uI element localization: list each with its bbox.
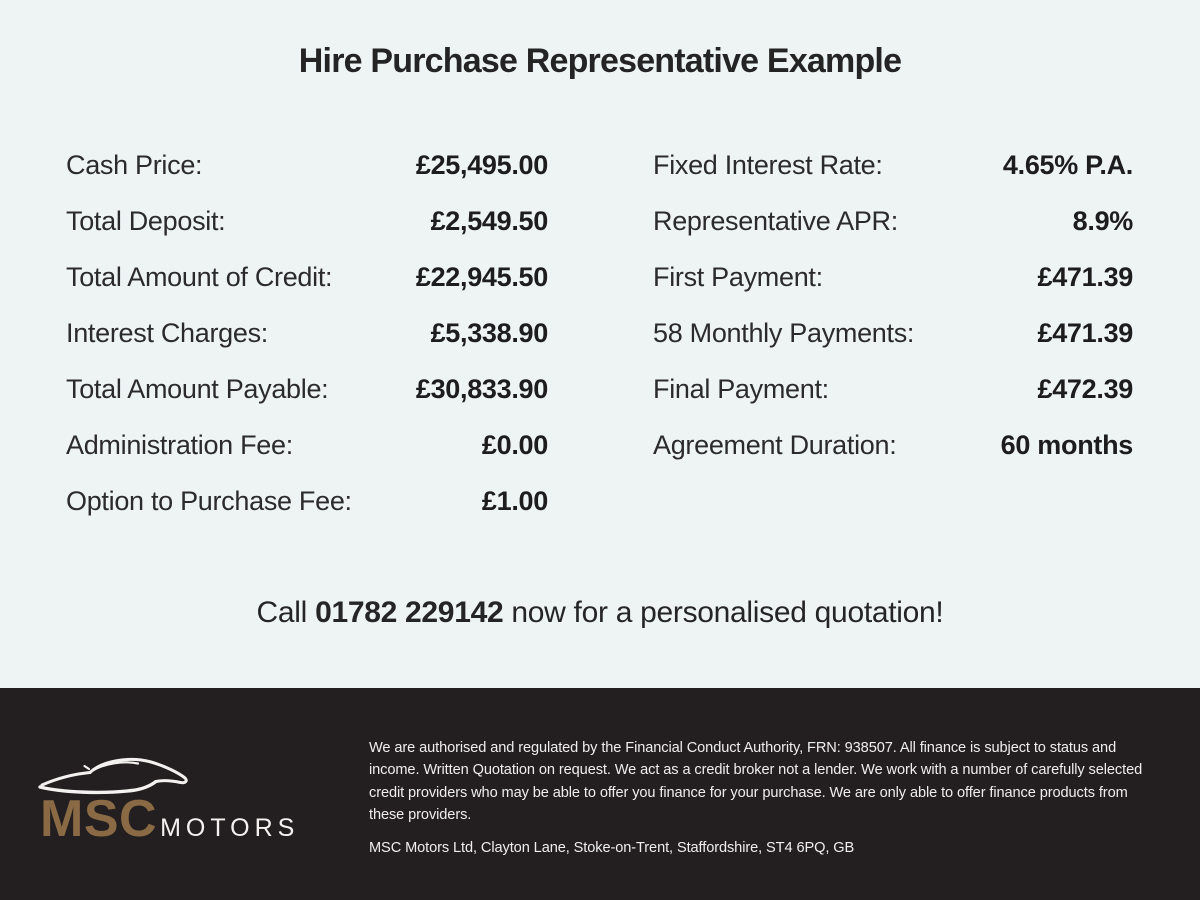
finance-row-duration	[653, 417, 1133, 473]
finance-label: Total Deposit:	[66, 205, 226, 236]
finance-row-final-payment	[653, 361, 1133, 417]
company-address: MSC Motors Ltd, Clayton Lane, Stoke-on-Trent, Staffordshire, ST4 6PQ, GB	[369, 840, 855, 857]
finance-row-total-payable	[66, 361, 548, 417]
finance-value: 60 months	[1000, 429, 1133, 460]
finance-label: Interest Charges:	[66, 317, 269, 348]
finance-label: Administration Fee:	[66, 429, 293, 460]
cta-prefix: Call	[256, 596, 308, 629]
finance-row-admin-fee	[66, 417, 548, 473]
finance-row-total-credit	[66, 249, 548, 305]
regulatory-disclaimer: We are authorised and regulated by the Financial Conduct Authority, FRN: 938507. All finance is subject to status and income. Written Quotation on request. We act as a credit broker not a lender. We work with a number of carefully selected credit providers who may be able to offer you finance for your purchase. We are only able to offer finance products from these providers.	[369, 740, 1143, 823]
finance-value: £25,495.00	[415, 149, 548, 180]
finance-value: £5,338.90	[430, 317, 548, 348]
finance-label: Option to Purchase Fee:	[66, 485, 352, 516]
call-to-action	[0, 596, 1200, 630]
finance-label: Total Amount of Credit:	[66, 261, 333, 292]
finance-row-fixed-rate	[653, 137, 1133, 193]
finance-row-option-fee	[66, 473, 548, 529]
finance-label: Fixed Interest Rate:	[653, 149, 883, 180]
finance-row-first-payment	[653, 249, 1133, 305]
brand-logo	[40, 754, 350, 848]
finance-value: £0.00	[481, 429, 548, 460]
brand-name-primary: MSC	[40, 790, 158, 848]
finance-value: 4.65% P.A.	[1002, 149, 1133, 180]
finance-value: £472.39	[1037, 373, 1133, 404]
finance-label: Representative APR:	[653, 205, 898, 236]
finance-column-right	[653, 137, 1133, 473]
finance-value: £1.00	[481, 485, 548, 516]
finance-value: 8.9%	[1072, 205, 1133, 236]
finance-column-left	[66, 137, 548, 529]
finance-label: First Payment:	[653, 261, 823, 292]
phone-number: 01782 229142	[315, 596, 504, 629]
finance-label: Cash Price:	[66, 149, 203, 180]
finance-label: Total Amount Payable:	[66, 373, 329, 404]
finance-value: £30,833.90	[415, 373, 548, 404]
finance-row-monthly-payments	[653, 305, 1133, 361]
brand-name-secondary: MOTORS	[160, 814, 300, 842]
finance-label: Final Payment:	[653, 373, 829, 404]
footer	[0, 688, 1200, 900]
finance-row-cash-price	[66, 137, 548, 193]
finance-label: 58 Monthly Payments:	[653, 317, 915, 348]
finance-label: Agreement Duration:	[653, 429, 897, 460]
finance-value: £471.39	[1037, 261, 1133, 292]
finance-value: £2,549.50	[430, 205, 548, 236]
finance-row-interest-charges	[66, 305, 548, 361]
finance-row-total-deposit	[66, 193, 548, 249]
finance-row-apr	[653, 193, 1133, 249]
cta-suffix: now for a personalised quotation!	[511, 596, 944, 629]
legal-text	[369, 737, 1164, 859]
brand-wordmark	[40, 790, 350, 848]
finance-value: £22,945.50	[415, 261, 548, 292]
finance-value: £471.39	[1037, 317, 1133, 348]
page-title: Hire Purchase Representative Example	[298, 42, 902, 80]
